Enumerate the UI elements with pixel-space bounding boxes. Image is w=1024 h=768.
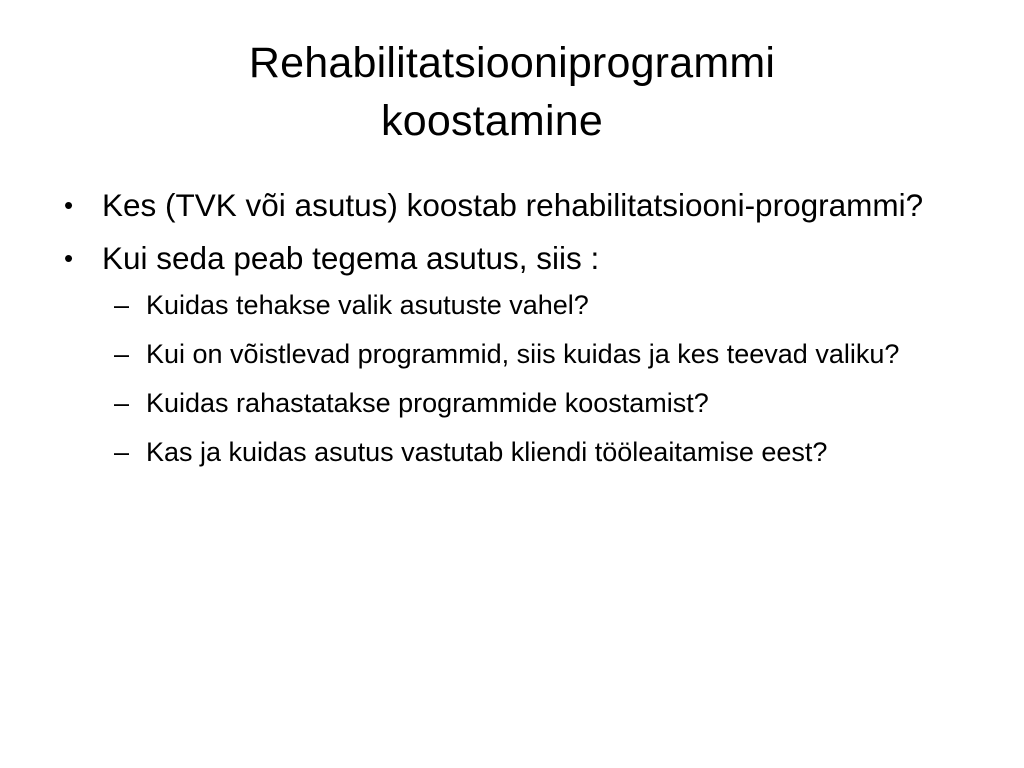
bullet-text: Kui seda peab tegema asutus, siis :: [102, 240, 600, 276]
bullet-text: Kes (TVK või asutus) koostab rehabilitatsiooni-programmi?: [102, 187, 924, 223]
dash-marker: –: [114, 290, 130, 320]
title-line-1: Rehabilitatsiooniprogrammi: [248, 39, 776, 87]
bullet-item: [56, 239, 976, 278]
dash-marker: –: [114, 339, 130, 369]
title-line-2: koostamine: [381, 97, 603, 145]
sub-bullet-text: Kui on võistlevad programmid, siis kuidas ja kes teevad valiku?: [146, 339, 900, 369]
sub-bullet-list: [56, 288, 976, 470]
sub-bullet-text: Kuidas tehakse valik asutuste vahel?: [146, 290, 589, 320]
sub-bullet-item: [56, 288, 976, 323]
bullet-marker: •: [64, 190, 74, 220]
dash-marker: –: [114, 437, 130, 467]
slide-title: [60, 34, 964, 150]
sub-bullet-item: [56, 337, 976, 372]
sub-bullet-item: [56, 386, 976, 421]
bullet-list: [56, 186, 976, 484]
bullet-item: [56, 186, 976, 225]
bullet-marker: •: [64, 243, 74, 273]
sub-bullet-text: Kas ja kuidas asutus vastutab kliendi tööleaitamise eest?: [146, 437, 828, 467]
sub-bullet-text: Kuidas rahastatakse programmide koostamist?: [146, 388, 709, 418]
sub-bullet-item: [56, 435, 976, 470]
dash-marker: –: [114, 388, 130, 418]
